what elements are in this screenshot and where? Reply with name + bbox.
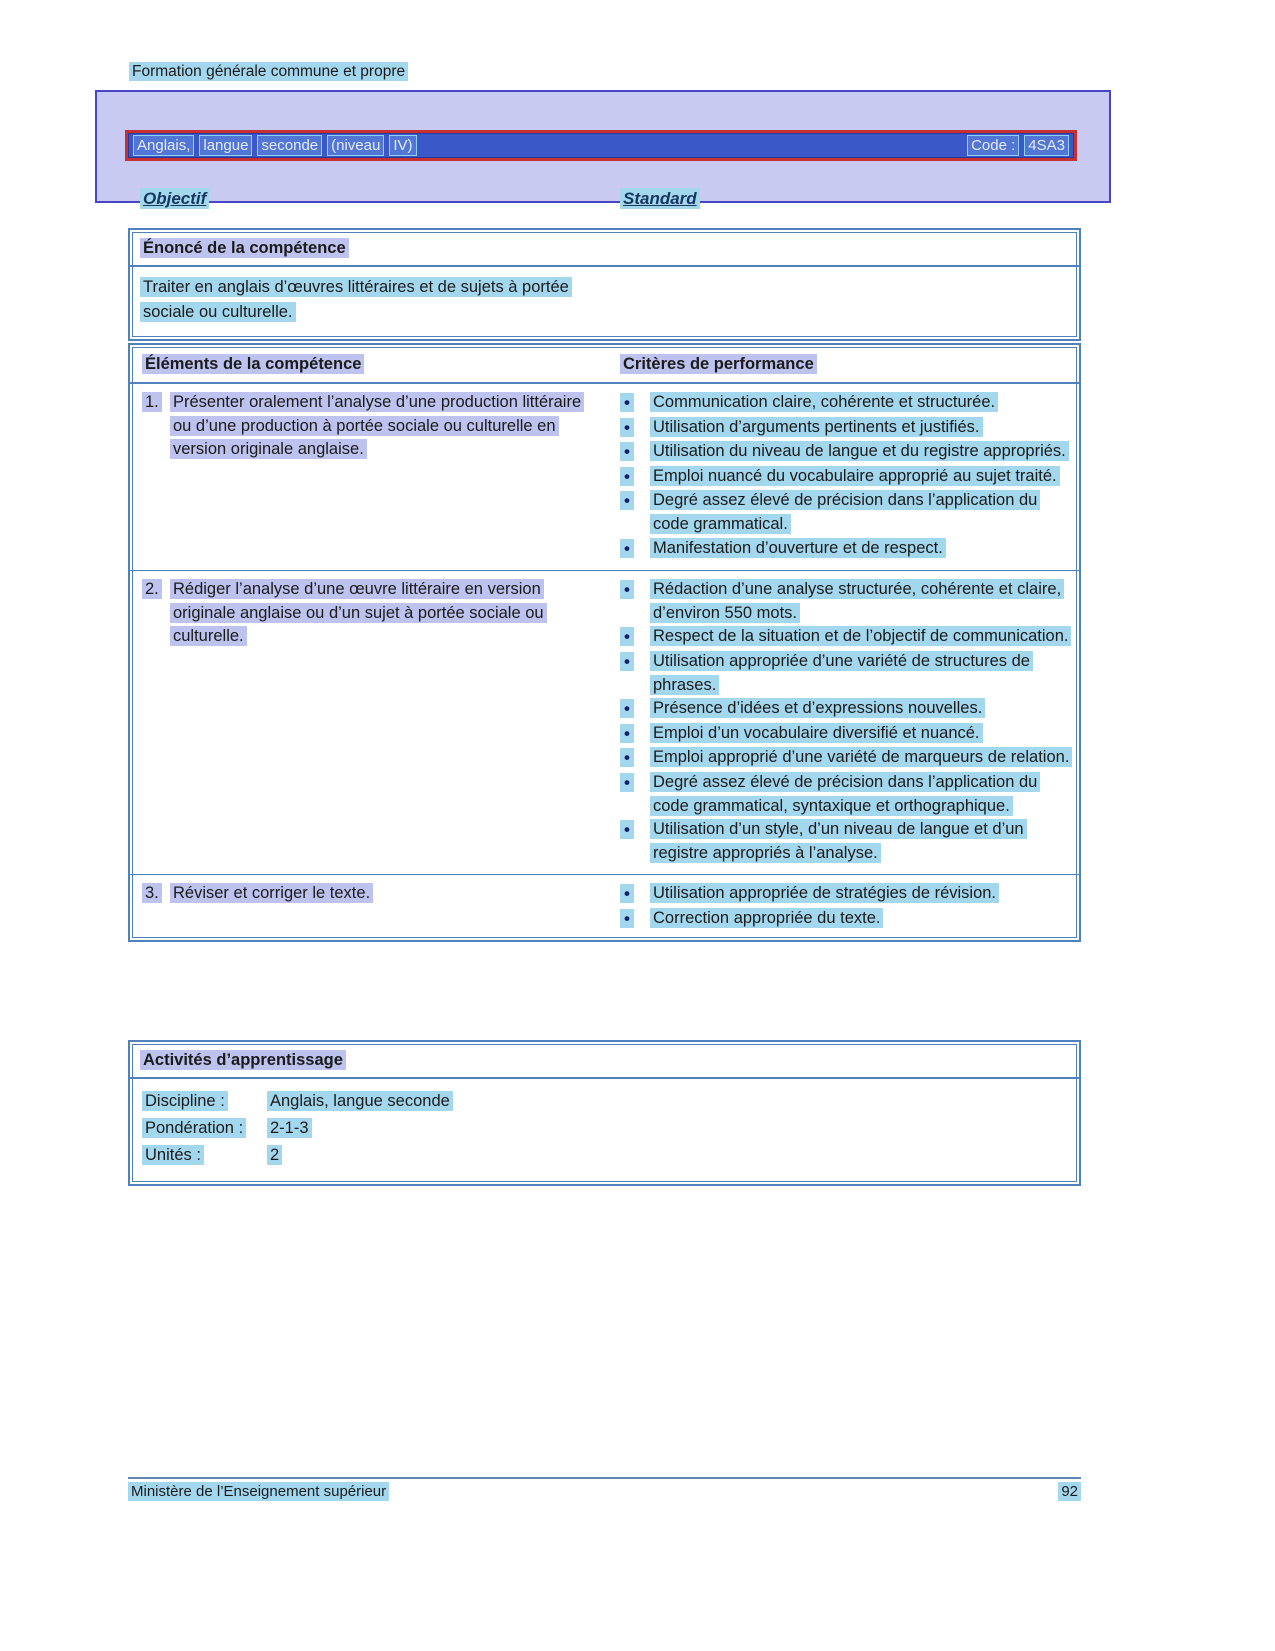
criterion-text: Degré assez élevé de précision dans l’application du code grammatical. <box>650 489 1075 536</box>
column-header-elements: Éléments de la compétence <box>130 355 612 374</box>
element-text: Réviser et corriger le texte. <box>170 882 592 906</box>
element-cell <box>130 578 612 865</box>
page-number: 92 <box>1058 1483 1081 1500</box>
criteria-cell <box>612 882 1079 931</box>
table-row-2 <box>130 570 1079 874</box>
criterion-item <box>620 625 1079 650</box>
activite-value: 2 <box>267 1142 282 1169</box>
section-label <box>129 63 408 81</box>
activite-discipline <box>142 1088 1067 1115</box>
criterion-item <box>620 650 1079 697</box>
criterion-text: Présence d’idées et d’expressions nouvelles. <box>650 697 1075 722</box>
activites-body <box>130 1079 1079 1184</box>
criterion-text: Degré assez élevé de précision dans l’application du code grammatical, syntaxique et orthographique. <box>650 771 1075 818</box>
footer-ministry: Ministère de l’Enseignement supérieur <box>128 1483 389 1500</box>
standard-heading: Standard <box>620 189 700 209</box>
criterion-text: Emploi d’un vocabulaire diversifié et nuancé. <box>650 722 1075 747</box>
criterion-text: Correction appropriée du texte. <box>650 907 1075 932</box>
element-text: Rédiger l’analyse d’une œuvre littéraire en version originale anglaise ou d’un sujet à portée sociale ou culturelle. <box>170 578 592 649</box>
criterion-item <box>620 489 1079 536</box>
competence-table <box>128 343 1081 942</box>
activite-value: Anglais, langue seconde <box>267 1088 453 1115</box>
element-number: 1. <box>142 391 170 462</box>
bullet-icon: • <box>620 537 650 562</box>
objectif-heading: Objectif <box>140 189 209 209</box>
bullet-icon: • <box>620 697 650 722</box>
activites-header-text: Activités d’apprentissage <box>140 1050 346 1070</box>
activite-label: Pondération : <box>142 1115 267 1142</box>
criterion-text: Communication claire, cohérente et structurée. <box>650 391 1075 416</box>
bullet-icon: • <box>620 465 650 490</box>
element-number: 3. <box>142 882 170 906</box>
criterion-text: Utilisation d’arguments pertinents et justifiés. <box>650 416 1075 441</box>
bullet-icon: • <box>620 391 650 416</box>
bullet-icon: • <box>620 416 650 441</box>
course-code <box>967 135 1069 156</box>
criterion-item <box>620 391 1079 416</box>
course-title-word: langue <box>199 135 252 156</box>
criterion-item <box>620 537 1079 562</box>
bullet-icon: • <box>620 722 650 747</box>
bullet-icon: • <box>620 818 650 865</box>
bullet-icon: • <box>620 907 650 932</box>
criterion-item <box>620 907 1079 932</box>
element-text: Présenter oralement l’analyse d’une production littéraire ou d’une production à portée sociale ou culturelle en version originale anglaise. <box>170 391 592 462</box>
table-row-3 <box>130 874 1079 940</box>
criterion-text: Emploi approprié d’une variété de marqueurs de relation. <box>650 746 1075 771</box>
course-title-word: (niveau <box>327 135 384 156</box>
criterion-item <box>620 416 1079 441</box>
criteria-cell <box>612 578 1079 865</box>
bullet-icon: • <box>620 440 650 465</box>
course-code-label: Code : <box>967 135 1019 156</box>
criterion-text: Rédaction d’une analyse structurée, cohérente et claire, d’environ 550 mots. <box>650 578 1075 625</box>
activite-unites <box>142 1142 1067 1169</box>
criterion-text: Respect de la situation et de l’objectif de communication. <box>650 625 1075 650</box>
page-footer <box>128 1477 1081 1500</box>
bullet-icon: • <box>620 746 650 771</box>
criterion-item <box>620 746 1079 771</box>
criterion-item <box>620 882 1079 907</box>
criterion-text: Utilisation d’un style, d’un niveau de langue et d’un registre appropriés à l’analyse. <box>650 818 1075 865</box>
activite-label: Unités : <box>142 1142 267 1169</box>
criterion-text: Emploi nuancé du vocabulaire approprié au sujet traité. <box>650 465 1075 490</box>
element-cell <box>130 882 612 931</box>
section-label-text: Formation générale commune et propre <box>129 62 408 81</box>
activites-apprentissage-box <box>128 1040 1081 1186</box>
bullet-icon: • <box>620 489 650 536</box>
criterion-text: Utilisation appropriée de stratégies de révision. <box>650 882 1075 907</box>
criteria-cell <box>612 391 1079 561</box>
element-cell <box>130 391 612 561</box>
activite-label: Discipline : <box>142 1088 267 1115</box>
bullet-icon: • <box>620 578 650 625</box>
course-code-value: 4SA3 <box>1024 135 1069 156</box>
activite-ponderation <box>142 1115 1067 1142</box>
objective-standard-panel <box>95 90 1111 208</box>
enonce-text: Traiter en anglais d’œuvres littéraires et de sujets à portée sociale ou culturelle. <box>140 277 572 322</box>
criterion-item <box>620 722 1079 747</box>
bullet-icon: • <box>620 771 650 818</box>
criterion-item <box>620 465 1079 490</box>
enonce-body <box>130 267 1079 339</box>
activite-value: 2-1-3 <box>267 1115 312 1142</box>
column-header-criteres: Critères de performance <box>612 355 1079 374</box>
table-header-row <box>130 345 1079 384</box>
course-title-word: seconde <box>257 135 322 156</box>
table-row-1 <box>130 384 1079 570</box>
criterion-item <box>620 440 1079 465</box>
criterion-item <box>620 818 1079 865</box>
bullet-icon: • <box>620 882 650 907</box>
criterion-text: Utilisation du niveau de langue et du registre appropriés. <box>650 440 1075 465</box>
bullet-icon: • <box>620 650 650 697</box>
course-title-bar <box>125 130 1077 161</box>
course-title-word: IV) <box>389 135 416 156</box>
enonce-header-text: Énoncé de la compétence <box>140 238 349 258</box>
activites-header <box>130 1042 1079 1079</box>
course-title-word: Anglais, <box>133 135 194 156</box>
criterion-text: Manifestation d’ouverture et de respect. <box>650 537 1075 562</box>
course-title <box>133 135 417 156</box>
enonce-header <box>130 230 1079 267</box>
criterion-item <box>620 578 1079 625</box>
criterion-item <box>620 697 1079 722</box>
element-number: 2. <box>142 578 170 649</box>
criterion-item <box>620 771 1079 818</box>
criterion-text: Utilisation appropriée d’une variété de structures de phrases. <box>650 650 1075 697</box>
bullet-icon: • <box>620 625 650 650</box>
enonce-competence-box <box>128 228 1081 341</box>
